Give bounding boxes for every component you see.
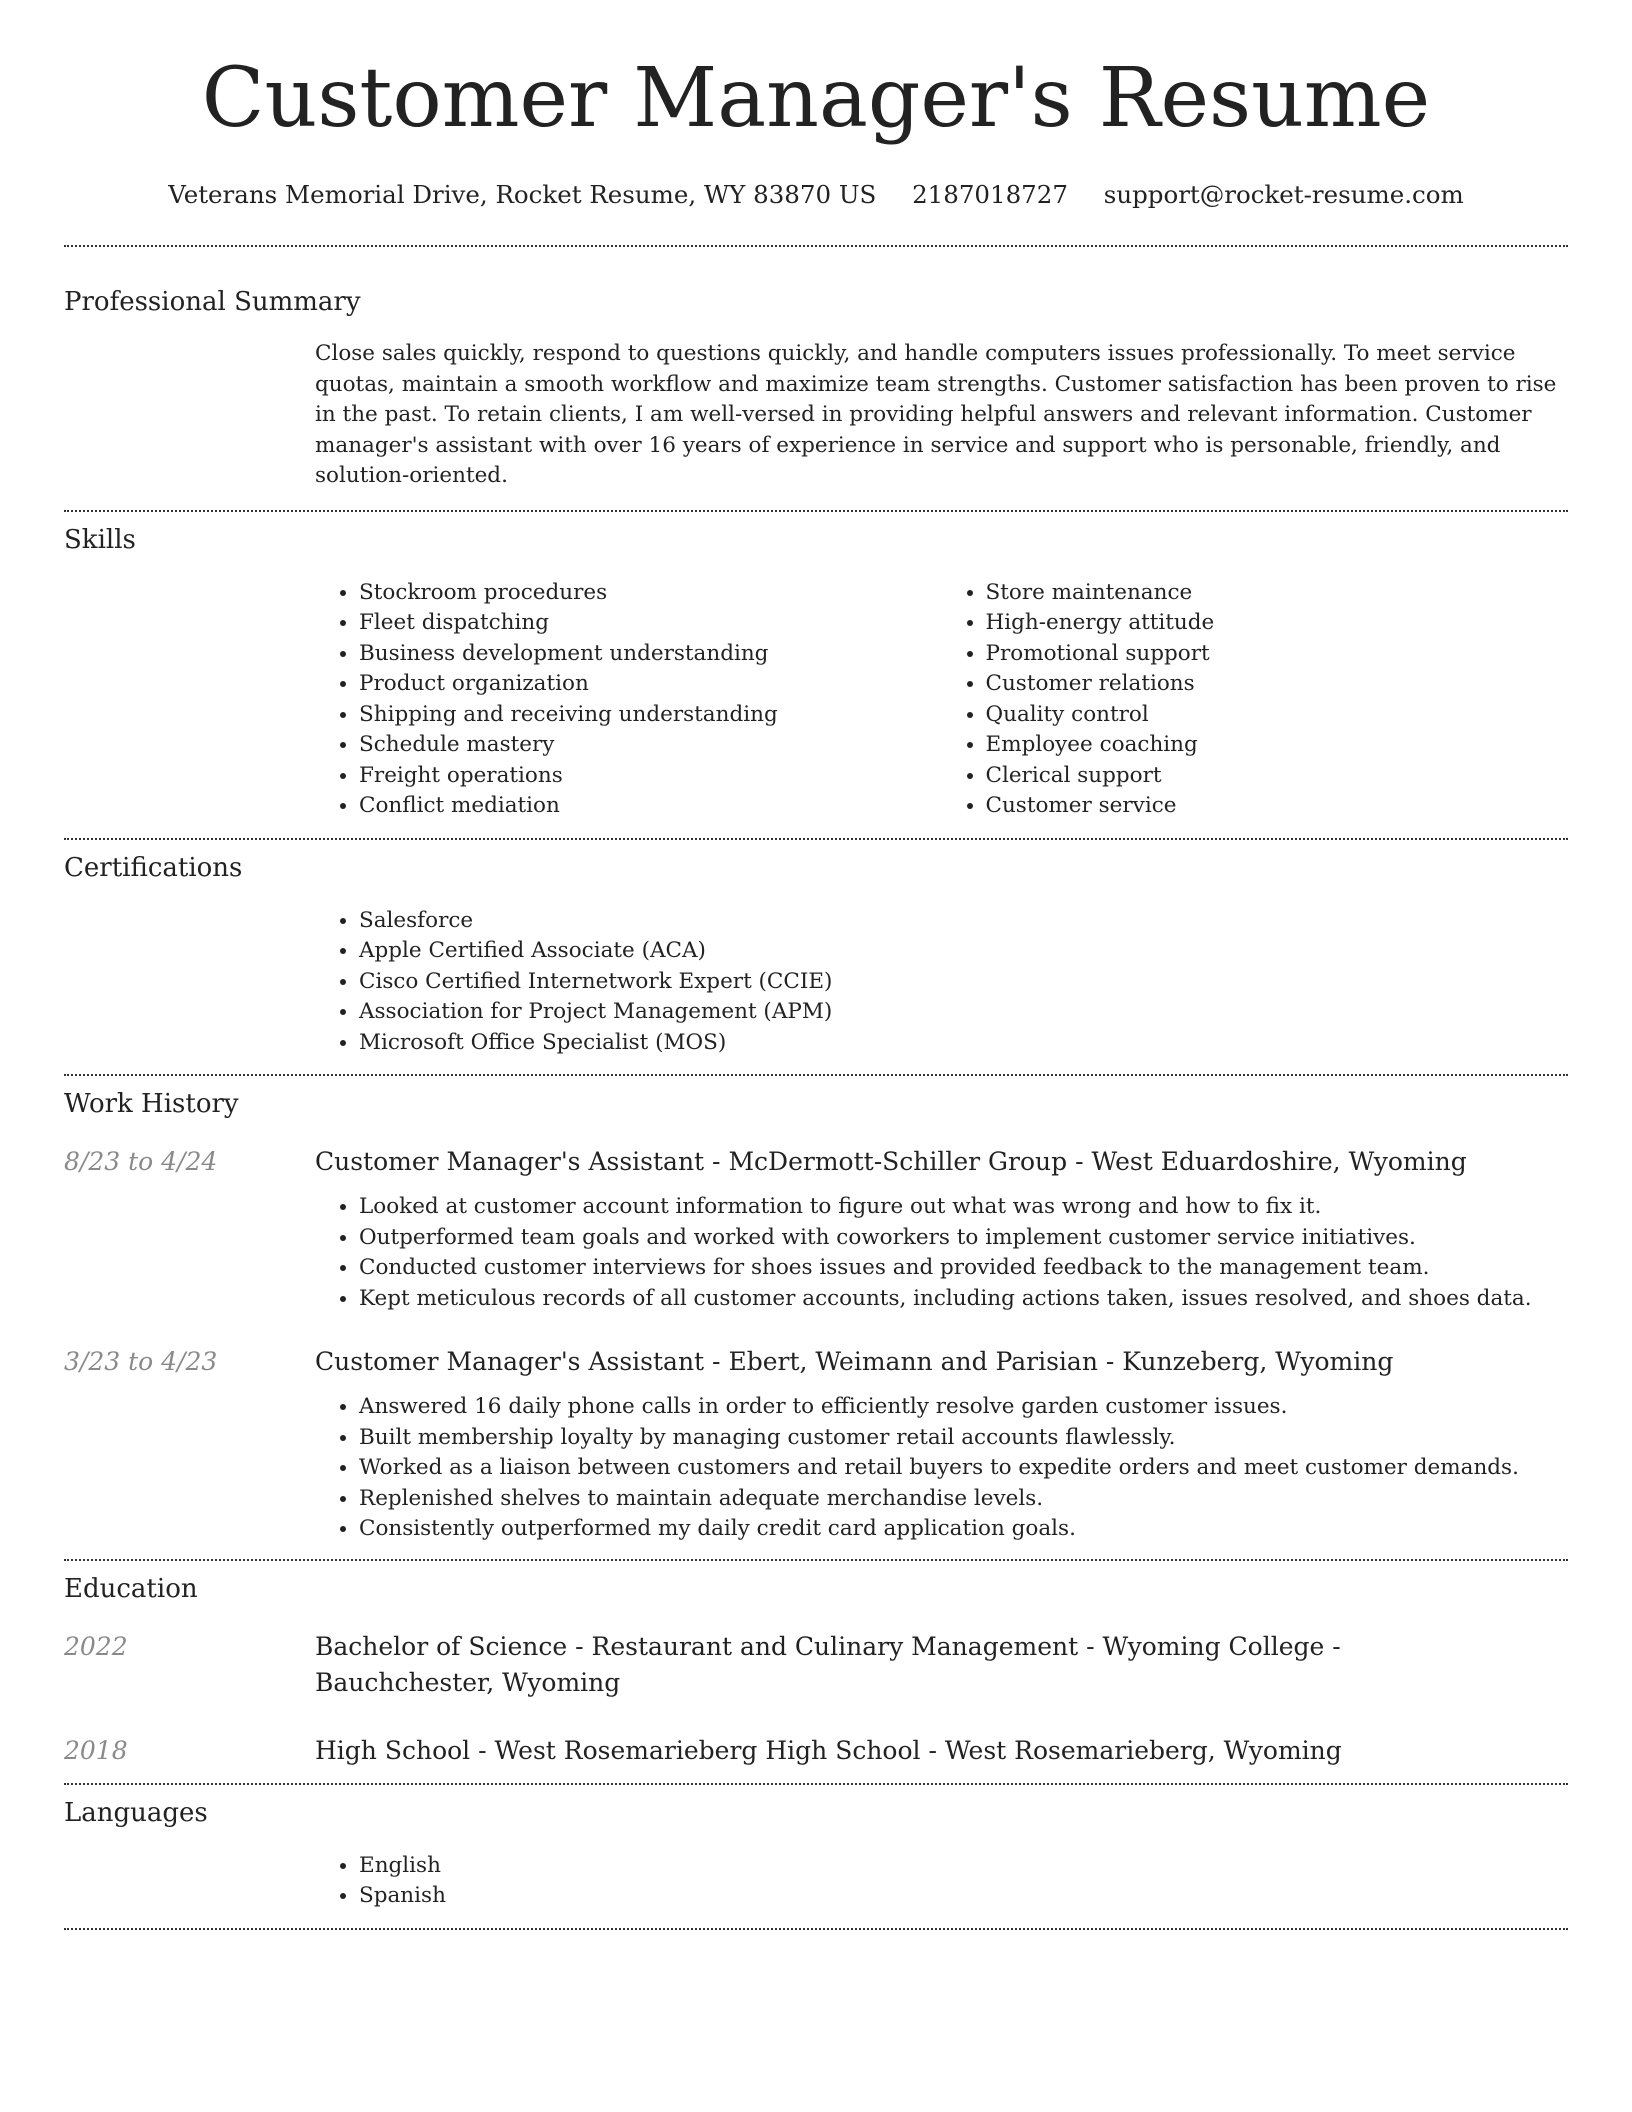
list-item: • Product organization — [359, 669, 942, 700]
summary-section — [64, 247, 1568, 510]
list-item: • Worked as a liaison between customers and retail buyers to expedite orders and meet customer demands. — [359, 1453, 1519, 1484]
section-heading-work-history: Work History — [64, 1089, 239, 1119]
list-item: • High-energy attitude — [986, 608, 1569, 639]
section-heading-summary: Professional Summary — [64, 287, 361, 317]
skills-list-right — [942, 578, 1569, 822]
job-title: Customer Manager's Assistant — [315, 1347, 705, 1376]
education-heading — [315, 1733, 1381, 1769]
list-item: • Clerical support — [986, 761, 1569, 792]
section-heading-languages: Languages — [64, 1797, 208, 1828]
job-bullets — [315, 1192, 1532, 1314]
job-dates: 8/23 to 4/24 — [64, 1147, 218, 1176]
job-entry — [64, 1344, 1568, 1559]
list-item: • Replenished shelves to maintain adequate merchandise levels. — [359, 1484, 1519, 1515]
job-bullets — [315, 1392, 1519, 1545]
job-title: Customer Manager's Assistant — [315, 1147, 705, 1176]
list-item: • Cisco Certified Internetwork Expert (CCIE) — [359, 967, 1568, 998]
skills-section — [64, 512, 1568, 838]
education-entry — [64, 1629, 1568, 1701]
section-heading-skills: Skills — [64, 524, 136, 555]
list-item: • Quality control — [986, 700, 1569, 731]
list-item: • Stockroom procedures — [359, 578, 942, 609]
education-year: 2022 — [64, 1631, 128, 1661]
list-item: • Salesforce — [359, 906, 1568, 937]
certifications-section — [64, 840, 1568, 1075]
job-body — [315, 1344, 1519, 1545]
job-dates: 3/23 to 4/23 — [64, 1347, 218, 1376]
contact-phone: 2187018727 — [912, 180, 1068, 209]
education-section — [64, 1561, 1568, 1783]
list-item: • Promotional support — [986, 639, 1569, 670]
list-item: • Association for Project Management (APM) — [359, 997, 1568, 1028]
languages-list — [315, 1851, 1568, 1912]
list-item: • Shipping and receiving understanding — [359, 700, 942, 731]
job-entry — [64, 1144, 1568, 1314]
education-entry — [64, 1733, 1568, 1783]
education-school: - West Rosemarieberg High School - West Rosemarieberg, Wyoming — [470, 1735, 1342, 1765]
list-item: • Apple Certified Associate (ACA) — [359, 936, 1568, 967]
certifications-list — [315, 906, 1568, 1059]
list-item: • Freight operations — [359, 761, 942, 792]
job-heading — [315, 1344, 1519, 1380]
list-item: • Schedule mastery — [359, 730, 942, 761]
job-body — [315, 1144, 1532, 1314]
job-heading — [315, 1144, 1532, 1180]
list-item: • Conflict mediation — [359, 791, 942, 822]
education-degree: High School — [315, 1735, 471, 1765]
list-item: • Customer relations — [986, 669, 1569, 700]
job-employer: - Ebert, Weimann and Parisian - Kunzeberg, Wyoming — [704, 1347, 1394, 1376]
list-item: • Looked at customer account information to figure out what was wrong and how to fix it. — [359, 1192, 1532, 1223]
section-heading-education: Education — [64, 1573, 198, 1604]
list-item: • Employee coaching — [986, 730, 1569, 761]
list-item: • Built membership loyalty by managing customer retail accounts flawlessly. — [359, 1423, 1519, 1454]
education-degree: Bachelor of Science - Restaurant and Culinary Management — [315, 1631, 1079, 1661]
work-history-section — [64, 1076, 1568, 1559]
list-item: • Business development understanding — [359, 639, 942, 670]
list-item: • Store maintenance — [986, 578, 1569, 609]
section-heading-certifications: Certifications — [64, 852, 243, 883]
list-item: • Microsoft Office Specialist (MOS) — [359, 1028, 1568, 1059]
list-item: • Conducted customer interviews for shoes issues and provided feedback to the management team. — [359, 1253, 1532, 1284]
languages-section — [64, 1785, 1568, 1928]
list-item: • English — [359, 1851, 1568, 1882]
section-divider — [64, 1928, 1568, 1930]
list-item: • Customer service — [986, 791, 1569, 822]
job-employer: - McDermott-Schiller Group - West Eduardoshire, Wyoming — [704, 1147, 1467, 1176]
contact-email: support@rocket-resume.com — [1103, 180, 1464, 209]
list-item: • Outperformed team goals and worked with coworkers to implement customer service initiatives. — [359, 1223, 1532, 1254]
contact-line — [64, 180, 1568, 209]
list-item: • Consistently outperformed my daily credit card application goals. — [359, 1514, 1519, 1545]
resume-title: Customer Manager's Resume — [201, 51, 1431, 146]
education-year: 2018 — [64, 1735, 128, 1765]
list-item: • Fleet dispatching — [359, 608, 942, 639]
contact-address: Veterans Memorial Drive, Rocket Resume, WY 83870 US — [168, 180, 877, 209]
list-item: • Kept meticulous records of all customer accounts, including actions taken, issues resolved, and shoes data. — [359, 1284, 1532, 1315]
education-heading — [315, 1629, 1381, 1701]
summary-text: Close sales quickly, respond to questions quickly, and handle computers issues professionally. To meet service quotas, maintain a smooth workflow and maximize team strengths. Customer satisfaction has been proven to rise in the past. To retain clients, I am well-versed in providing helpful answers and relevant information. Customer manager's assistant with over 16 years of experience in service and support who is personable, friendly, and solution-oriented. — [315, 341, 1557, 488]
education-school: - Wyoming College - Bauchchester, Wyoming — [315, 1631, 1341, 1697]
list-item: • Spanish — [359, 1881, 1568, 1912]
skills-list-left — [315, 578, 942, 822]
list-item: • Answered 16 daily phone calls in order to efficiently resolve garden customer issues. — [359, 1392, 1519, 1423]
